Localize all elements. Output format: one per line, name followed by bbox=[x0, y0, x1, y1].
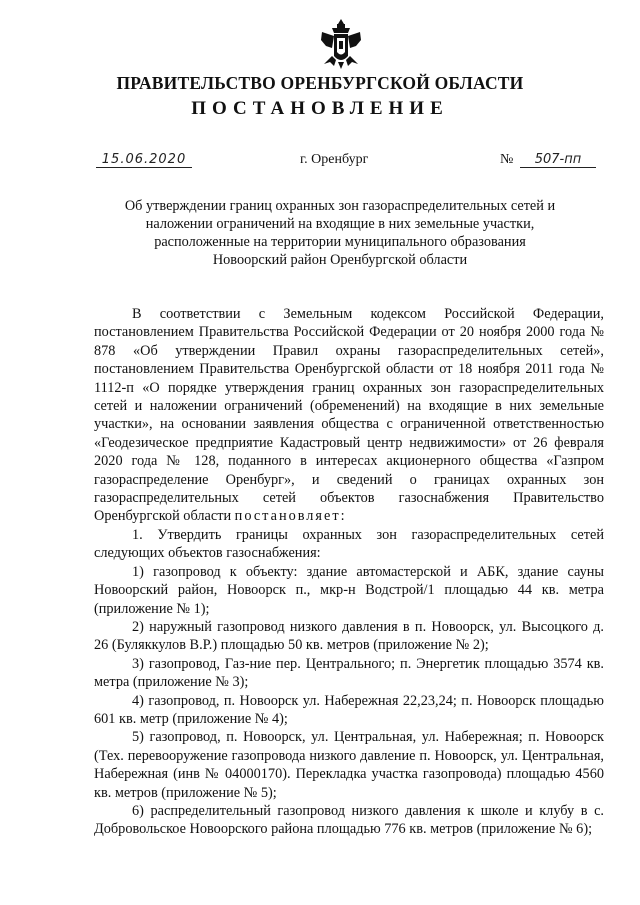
resolves-word: постановляет: bbox=[234, 508, 347, 525]
document-number: 507-пп bbox=[520, 152, 596, 168]
preamble-text: В соответствии с Земельным кодексом Российской Федерации, постановлением Правительства Российской Федерации от 20 ноября 2000 года № 878 «Об утверждении Правил охраны газораспределительных сетей», постановлением Правительства Оренбургской области от 18 ноября 2011 года № 1112-п «О порядке утверждения границ охранных зон газораспределительных сетей и наложении ограничений (обременений) на входящие в них земельные участки», на основании заявления общества с ограниченной ответственностью «Геодезическое предприятие Кадастровый центр недвижимости» от 26 февраля 2020 года № 128, поданного в интересах акционерного общества «Газпром газораспределение Оренбург», и сведений о границах охранных зон газораспределительных сетей объектов газоснабжения Правительство Оренбургской области bbox=[94, 306, 604, 525]
list-item: 6) распределительный газопровод низкого давления к школе и клубу в с. Добровольское Новоорского района площадью 776 кв. метров (приложение № 6); bbox=[94, 802, 604, 838]
list-item: 4) газопровод, п. Новоорск ул. Набережная 22,23,24; п. Новоорск площадью 601 кв. метр (приложение № 4); bbox=[94, 692, 604, 727]
document-type-title: ПОСТАНОВЛЕНИЕ bbox=[191, 98, 449, 119]
government-title: ПРАВИТЕЛЬСТВО ОРЕНБУРГСКОЙ ОБЛАСТИ bbox=[116, 73, 524, 93]
coat-of-arms-icon bbox=[318, 18, 364, 70]
list-item: 1. Утвердить границы охранных зон газораспределительных сетей следующих объектов газоснабжения: bbox=[94, 526, 604, 562]
subject-line: Новоорский район Оренбургской области bbox=[212, 252, 468, 268]
subject-line: наложении ограничений на входящие в них земельные участки, bbox=[145, 216, 535, 232]
list-item: 5) газопровод, п. Новоорск, ул. Центральная, ул. Набережная; п. Новоорск (Тех. перевооружение газопровода низкого давление п. Новоорск, ул. Центральная, Набережная (инв № 04000170). Перекладка участка газопровода) площадью 4560 кв. метров (приложение № 5); bbox=[94, 729, 604, 801]
preamble-paragraph bbox=[94, 305, 604, 526]
subject-line: расположенные на территории муниципального образования bbox=[154, 234, 526, 250]
document-meta-row bbox=[0, 152, 640, 174]
list-item: 3) газопровод, Газ-ние пер. Центрального; п. Энергетик площадью 3574 кв. метра (приложение № 3); bbox=[94, 655, 604, 691]
list-item: 2) наружный газопровод низкого давления в п. Новоорск, ул. Высоцкого д. 26 (Буляккулов В.Р.) площадью 50 кв. метров (приложение № 2); bbox=[94, 618, 604, 654]
subject-line: Об утверждении границ охранных зон газораспределительных сетей и bbox=[124, 198, 556, 214]
document-date: 15.06.2020 bbox=[96, 152, 192, 168]
list-item: 1) газопровод к объекту: здание автомастерской и АБК, здание сауны Новоорский район, Новоорск п., мкр-н Водстрой/1 площадью 44 кв. метра (приложение № 1); bbox=[94, 563, 604, 617]
number-sign: № bbox=[500, 152, 514, 167]
document-body bbox=[94, 305, 604, 839]
document-subject bbox=[100, 197, 580, 269]
document-city: г. Оренбург bbox=[300, 152, 369, 167]
